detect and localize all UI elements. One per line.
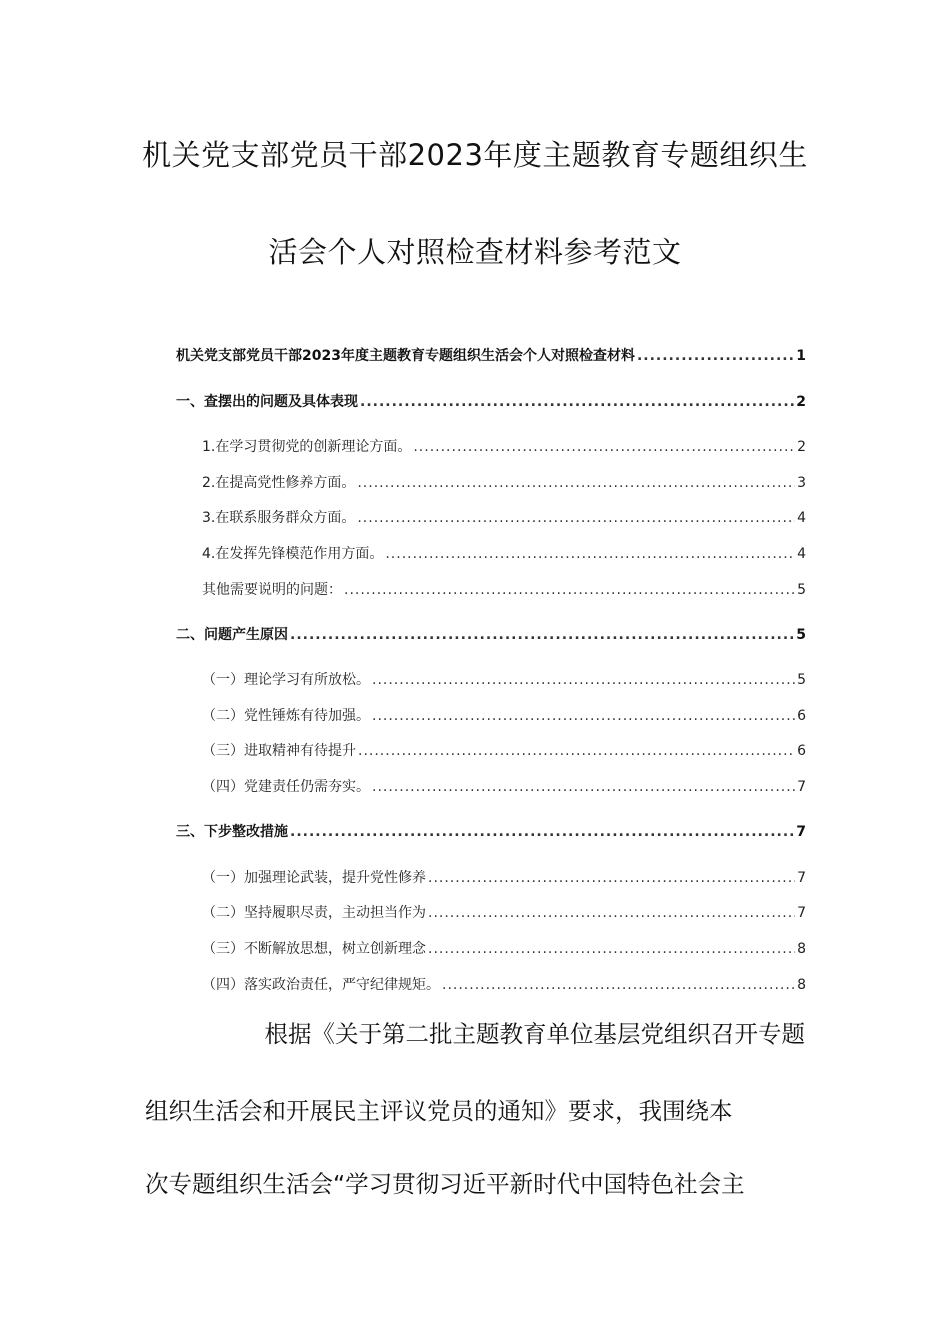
body-paragraph-line-3: 次专题组织生活会“学习贯彻习近平新时代中国特色社会主 bbox=[145, 1170, 745, 1198]
toc-entry[interactable] bbox=[202, 902, 806, 922]
toc-entry[interactable] bbox=[202, 436, 806, 456]
toc-entry-page: 4 bbox=[797, 510, 806, 526]
toc-entry-text: 三、下步整改措施 bbox=[176, 824, 288, 840]
toc-entry[interactable] bbox=[202, 472, 806, 492]
toc-leader-dots bbox=[372, 779, 795, 795]
toc-entry[interactable] bbox=[202, 543, 806, 563]
body-paragraph-line-1: 根据《关于第二批主题教育单位基层党组织召开专题 bbox=[264, 1020, 805, 1048]
toc-entry-page: 3 bbox=[797, 475, 806, 491]
toc-entry[interactable] bbox=[202, 507, 806, 527]
toc-leader-dots bbox=[358, 743, 795, 759]
toc-entry-page: 7 bbox=[797, 779, 806, 795]
toc-entry-page: 5 bbox=[797, 582, 806, 598]
toc-leader-dots bbox=[360, 394, 794, 410]
toc-entry-text: （四）落实政治责任，严守纪律规矩。 bbox=[202, 977, 440, 993]
toc-entry[interactable] bbox=[202, 579, 806, 599]
toc-leader-dots bbox=[637, 348, 794, 364]
toc-entry-text: 3.在联系服务群众方面。 bbox=[202, 510, 356, 526]
toc-entry-page: 7 bbox=[796, 824, 806, 840]
toc-leader-dots bbox=[290, 824, 794, 840]
toc-leader-dots bbox=[357, 510, 795, 526]
toc-leader-dots bbox=[413, 439, 795, 455]
toc-entry-page: 2 bbox=[796, 394, 806, 410]
toc-entry[interactable] bbox=[176, 391, 806, 411]
toc-entry-text: （一）理论学习有所放松。 bbox=[202, 672, 370, 688]
toc-entry-page: 4 bbox=[797, 546, 806, 562]
toc-leader-dots bbox=[357, 475, 795, 491]
toc-leader-dots bbox=[428, 870, 795, 886]
document-title-line-2: 活会个人对照检查材料参考范文 bbox=[268, 235, 682, 269]
toc-entry-text: （三）进取精神有待提升 bbox=[202, 743, 356, 759]
toc-entry-page: 6 bbox=[797, 743, 806, 759]
toc-entry-text: 二、问题产生原因 bbox=[176, 627, 288, 643]
toc-leader-dots bbox=[290, 627, 794, 643]
toc-leader-dots bbox=[344, 582, 795, 598]
toc-entry[interactable] bbox=[202, 974, 806, 994]
body-paragraph-line-2: 组织生活会和开展民主评议党员的通知》要求，我围绕本 bbox=[145, 1097, 733, 1125]
toc-leader-dots bbox=[385, 546, 795, 562]
toc-entry-text: 1.在学习贯彻党的创新理论方面。 bbox=[202, 439, 412, 455]
toc-entry[interactable] bbox=[176, 624, 806, 644]
toc-entry-text: 机关党支部党员干部2023年度主题教育专题组织生活会个人对照检查材料 bbox=[176, 348, 635, 364]
toc-entry[interactable] bbox=[202, 669, 806, 689]
toc-entry-page: 8 bbox=[797, 941, 806, 957]
toc-entry[interactable] bbox=[202, 938, 806, 958]
toc-entry-text: （三）不断解放思想，树立创新理念 bbox=[202, 941, 426, 957]
toc-entry-text: （四）党建责任仍需夯实。 bbox=[202, 779, 370, 795]
toc-entry[interactable] bbox=[202, 776, 806, 796]
toc-entry-page: 7 bbox=[797, 905, 806, 921]
document-title-line-1: 机关党支部党员干部2023年度主题教育专题组织生 bbox=[142, 138, 808, 172]
toc-leader-dots bbox=[428, 941, 795, 957]
toc-entry-text: 4.在发挥先锋模范作用方面。 bbox=[202, 546, 384, 562]
toc-entry[interactable] bbox=[176, 821, 806, 841]
toc-entry-page: 5 bbox=[796, 627, 806, 643]
toc-entry-page: 8 bbox=[797, 977, 806, 993]
toc-leader-dots bbox=[372, 708, 795, 724]
toc-entry[interactable] bbox=[202, 740, 806, 760]
toc-entry[interactable] bbox=[202, 705, 806, 725]
toc-entry-page: 1 bbox=[796, 348, 806, 364]
toc-entry[interactable] bbox=[202, 867, 806, 887]
toc-entry-text: 2.在提高党性修养方面。 bbox=[202, 475, 356, 491]
toc-entry-text: 其他需要说明的问题： bbox=[202, 582, 342, 598]
toc-entry[interactable] bbox=[176, 345, 806, 365]
toc-entry-page: 5 bbox=[797, 672, 806, 688]
toc-leader-dots bbox=[428, 905, 795, 921]
toc-leader-dots bbox=[442, 977, 795, 993]
toc-entry-page: 6 bbox=[797, 708, 806, 724]
toc-entry-page: 2 bbox=[797, 439, 806, 455]
toc-entry-text: （二）党性锤炼有待加强。 bbox=[202, 708, 370, 724]
toc-leader-dots bbox=[372, 672, 795, 688]
toc-entry-text: 一、查摆出的问题及具体表现 bbox=[176, 394, 358, 410]
toc-entry-text: （二）坚持履职尽责，主动担当作为 bbox=[202, 905, 426, 921]
toc-entry-text: （一）加强理论武装，提升党性修养 bbox=[202, 870, 426, 886]
toc-entry-page: 7 bbox=[797, 870, 806, 886]
